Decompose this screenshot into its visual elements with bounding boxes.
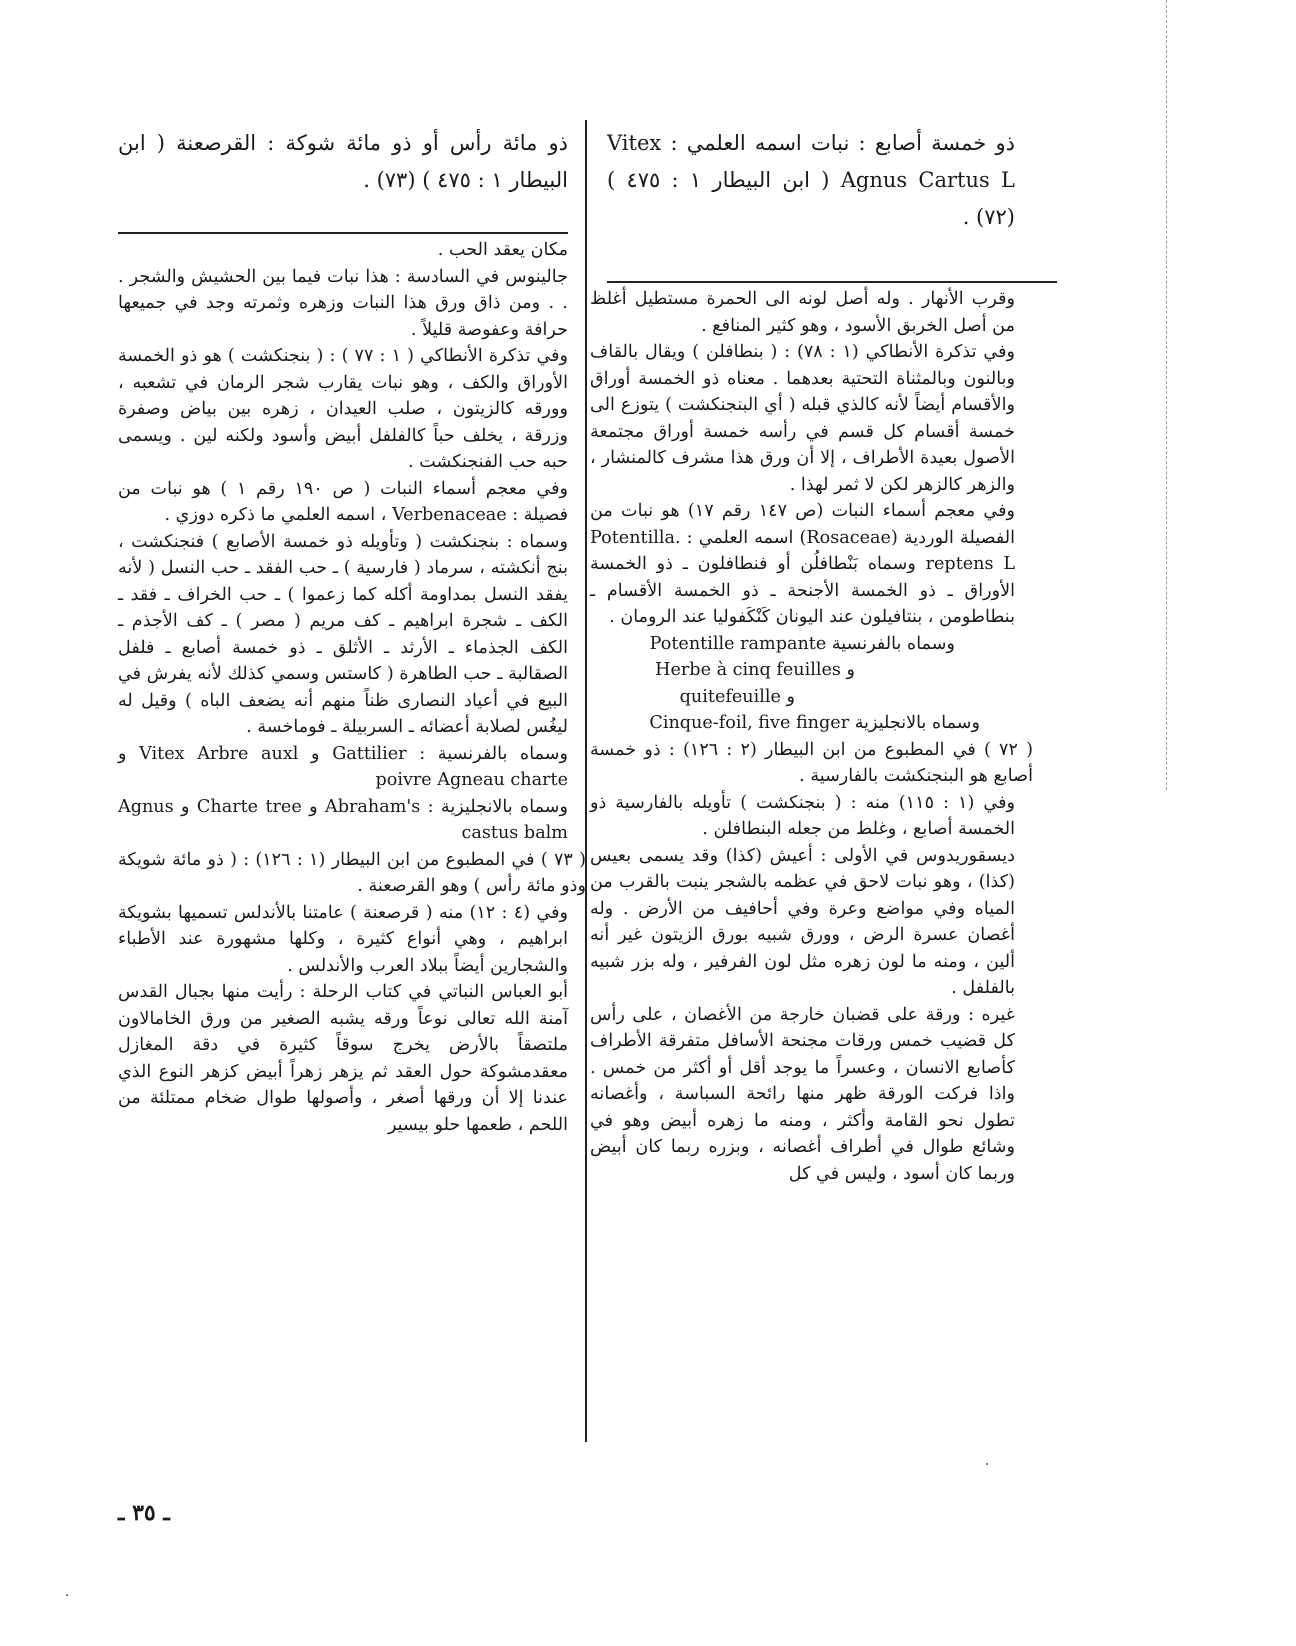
paragraph: وسماه بالفرنسية Potentille rampante — [649, 633, 955, 654]
paragraph: جالينوس في السادسة : هذا نبات فيما بين الحشيش والشجر . . . ومن ذاق ورق هذا النبات وزهره وثمرته وجد في جميعها حرافة وعفوصة قليلاً . — [118, 266, 568, 340]
paragraph: وسماه بالفرنسية : Gattilier و Vitex Arbre auxl و poivre Agneau charte — [118, 743, 568, 790]
paragraph: وفي تذكرة الأنطاكي ( ١ : ٧٧ ) : ( بنجنكشت ) هو ذو الخمسة الأوراق والكف ، وهو نبات يقارب شجر الرمان في تشعبه ، وورقه كالزيتون ، صلب العيدان ، زهره بين بياض وصفرة وزرقة ، يخلف حباً كالفلفل أبيض وأسود ولكنه لين . ويسمى حبه حب الفنجنكشت . — [118, 346, 569, 472]
paragraph: غيره : ورقة على قضبان خارجة من الأغصان ، على رأس كل قضيب خمس ورقات مجنحة الأسافل متفرقة الأطراف كأصابع الانسان ، وعسراً ما يوجد أقل أو أكثر من خمس . واذا فركت الورقة ظهر منها رائحة السباسة ، وأغصانه تطول نحو القامة وأكثر ، ومنه ما زهره أبيض وهو في وشائع طوال في أطراف أغصانه ، وبزره ربما كان أبيض وربما كان أسود ، وليس في كل — [590, 1004, 1015, 1184]
paragraph: وسماه بالانجليزية Cinque-foil, five finger — [649, 713, 980, 733]
column-divider — [585, 120, 587, 1442]
footnote-72: ( ٧٢ ) في المطبوع من ابن البيطار (٢ : ١٢٦) : ذو خمسة أصابع هو البنجنكشت بالفارسية . — [590, 739, 1033, 786]
scan-speck — [986, 1463, 988, 1465]
paragraph: ديسقوريدوس في الأولى : أعيش (كذا) وقد يسمى بعيس (كذا) ، وهو نبات لاحق في عظمه بالشجر ينبت بالقرب من المياه وفي مواضع وعرة وفي أحافيف من الأرض . وله أغصان عسرة الرض ، وورق شبيه بورق الزيتون غير أنه ألين ، ومنه ما لون زهره مثل لون الفرفير ، وله بزر شبيه بالفلفل . — [590, 845, 1015, 998]
paragraph: وفي معجم أسماء النبات (ص ١٤٧ رقم ١٧) هو نبات من الفصيلة الوردية (Rosaceae) اسمه العلمي : .Potentilla reptens L وسماه بَنْطافلُن أو فنطافلون ـ ذو الخمسة الأوراق ـ ذو الخمسة الأجنحة ـ ذو الخمسة الأقسام ـ بنطاطومن ، بنتافيلون عند اليونان كَنْكَفوليا عند الرومان . — [590, 501, 1015, 627]
paragraph: وفي (٤ : ١٢) منه ( قرصعنة ) عامتنا بالأندلس تسميها بشويكة ابراهيم ، وهي أنواع كثيرة ، وكلها مشهورة عند الأطباء والشجارين أيضاً ببلاد العرب والأندلس . — [118, 902, 568, 976]
left-column-heading: ذو مائة رأس أو ذو مائة شوكة : القرصعنة ( ابن البيطار ١ : ٤٧٥ ) (٧٣) . — [118, 131, 568, 192]
page-number: ـ ٣٥ ـ — [118, 1500, 170, 1526]
paragraph: وقرب الأنهار . وله أصل لونه الى الحمرة مستطيل أغلظ من أصل الخربق الأسود ، وهو كثير المنافع . — [590, 289, 1015, 336]
footnote-73: ( ٧٣ ) في المطبوع من ابن البيطار (١ : ١٢٦) : ( ذو مائة شويكة وذو مائة رأس ) وهو القرصعنة . — [118, 849, 586, 896]
scan-edge-line — [1166, 0, 1167, 790]
paragraph: وسماه بالانجليزية : Abraham's و Charte tree و Agnus castus balm — [118, 796, 568, 843]
paragraph: وسماه : بنجنكشت ( وتأويله ذو خمسة الأصابع ) فنجنكشت ، بنج أنكشته ، سرماد ( فارسية ) ـ حب الفقد ـ حب النسل ( لأنه يفقد النسل بمداومة أكله كما زعموا ) ـ حب الخراف ـ فقد ـ الكف ـ شجرة ابراهيم ـ كف مريم ( مصر ) ـ كف الأجذم ـ الكف الجذماء ـ الأرثد ـ الأثلق ـ ذو خمسة أصابع ـ فلفل الصقالبة ـ حب الطاهرة ( كاستس وسمي كذلك لأنه يفرش في البيع في أعياد النصارى ظناً منهم أنه يضعف الباه ) وقيل له ليغُس لصلابة أعضائه ـ السربيلة ـ فوماخسة . — [118, 531, 568, 737]
right-column-heading: ذو خمسة أصابع : نبات اسمه العلمي : Vitex Agnus Cartus L ( ابن البيطار ١ : ٤٧٥ ) (٧٢) . — [607, 131, 1015, 229]
left-column-body — [118, 237, 586, 1138]
paragraph: و quitefeuille — [679, 686, 795, 707]
left-footnote-separator — [118, 232, 568, 234]
paragraph: و Herbe à cinq feuilles — [655, 660, 855, 680]
paragraph: أبو العباس النباتي في كتاب الرحلة : رأيت منها بجبال القدس آمنة الله تعالى نوعاً ورقه يشبه الصغير من ورق الخامالاون ملتصقاً بالأرض يخرج سوقاً كثيرة في دقة المغازل معقدمشوكة حول العقد ثم يزهر زهراً أبيض كزهر النوع الذي عندنا إلا أن ورقها أصغر ، وأصولها طوال ضخام ممتلئة من اللحم ، طعمها حلو بيسير — [118, 982, 568, 1135]
paragraph: وفي (١ : ١١٥) منه : ( بنجنكشت ) تأويله بالفارسية ذو الخمسة أصابع ، وغلط من جعله البنطافلن . — [590, 792, 1015, 839]
paragraph: مكان يعقد الحب . — [437, 240, 568, 260]
scan-speck — [66, 1594, 68, 1596]
paragraph: وفي تذكرة الأنطاكي (١ : ٧٨) : ( بنطافلن ) ويقال بالقاف وبالنون وبالمثناة التحتية بعدهما . معناه ذو الخمسة أوراق والأقسام أيضاً لأنه كالذي قبله ( أي البنجنكشت ) يتوزع الى خمسة أقسام كل قسم في رأسه خمسة أوراق مجتمعة الأصول بعيدة الأطراف ، إلا أن ورق هذا مشرف كالمنشار ، والزهر كالزهر لكن لا ثمر لهذا . — [590, 342, 1015, 495]
right-column-body — [590, 286, 1033, 1187]
right-footnote-separator — [607, 281, 1057, 283]
paragraph: وفي معجم أسماء النبات ( ص ١٩٠ رقم ١ ) هو نبات من فصيلة : Verbenaceae ، اسمه العلمي ما ذكره دوزي . — [118, 478, 568, 525]
